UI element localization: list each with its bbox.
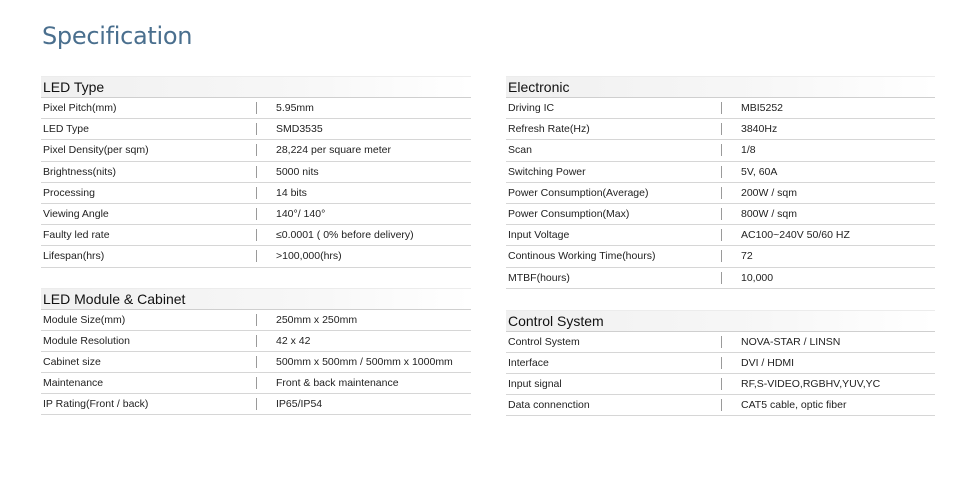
spec-label: Continous Working Time(hours): [508, 250, 656, 263]
column-divider: [721, 187, 722, 199]
spec-value: 5.95mm: [276, 102, 314, 115]
spec-row: [41, 140, 471, 161]
column-divider: [721, 102, 722, 114]
column-divider: [721, 399, 722, 411]
column-divider: [256, 123, 257, 135]
spec-label: MTBF(hours): [508, 271, 570, 284]
column-divider: [256, 102, 257, 114]
column-divider: [721, 208, 722, 220]
spec-row: [506, 246, 935, 267]
column-divider: [256, 314, 257, 326]
section-heading: Control System: [506, 310, 935, 332]
spec-row: [506, 183, 935, 204]
column-divider: [721, 378, 722, 390]
spec-label: Lifespan(hrs): [43, 250, 105, 263]
spec-value: ≤0.0001 ( 0% before delivery): [276, 229, 414, 242]
column-divider: [721, 123, 722, 135]
column-divider: [721, 166, 722, 178]
spec-label: Driving IC: [508, 102, 555, 115]
column-divider: [721, 250, 722, 262]
column-divider: [721, 336, 722, 348]
spec-label: Input Voltage: [508, 229, 570, 242]
spec-label: Module Size(mm): [43, 313, 126, 326]
spec-row: [41, 246, 471, 267]
spec-row: [41, 204, 471, 225]
spec-label: Scan: [508, 144, 532, 157]
column-divider: [256, 377, 257, 389]
column-divider: [256, 208, 257, 220]
column-divider: [721, 229, 722, 241]
spec-value: 5000 nits: [276, 165, 319, 178]
column-divider: [256, 398, 257, 410]
spec-row: [506, 140, 935, 161]
spec-label: Switching Power: [508, 165, 586, 178]
spec-value: RF,S-VIDEO,RGBHV,YUV,YC: [741, 378, 881, 391]
spec-row: [506, 204, 935, 225]
spec-row: [41, 373, 471, 394]
spec-table: [41, 310, 471, 416]
spec-label: Module Resolution: [43, 334, 130, 347]
spec-label: Brightness(nits): [43, 165, 116, 178]
spec-value: AC100~240V 50/60 HZ: [741, 229, 850, 242]
spec-label: Cabinet size: [43, 355, 101, 368]
spec-row: [506, 162, 935, 183]
spec-table: [506, 98, 935, 289]
spec-label: LED Type: [43, 123, 89, 136]
spec-label: Maintenance: [43, 377, 104, 390]
spec-value: 800W / sqm: [741, 208, 798, 221]
spec-label: Pixel Density(per sqm): [43, 144, 149, 157]
spec-section-led-type: [41, 76, 471, 268]
spec-label: IP Rating(Front / back): [43, 398, 149, 411]
spec-row: [506, 98, 935, 119]
spec-value: 28,224 per square meter: [276, 144, 391, 157]
spec-label: Faulty led rate: [43, 229, 110, 242]
spec-value: 1/8: [741, 144, 756, 157]
spec-row: [41, 352, 471, 373]
spec-row: [506, 225, 935, 246]
spec-label: Control System: [508, 335, 580, 348]
spec-row: [41, 225, 471, 246]
spec-label: Interface: [508, 356, 549, 369]
spec-row: [41, 183, 471, 204]
column-divider: [256, 166, 257, 178]
spec-value: 5V, 60A: [741, 165, 778, 178]
spec-value: 250mm x 250mm: [276, 313, 358, 326]
section-heading: Electronic: [506, 76, 935, 98]
column-divider: [721, 357, 722, 369]
spec-row: [506, 119, 935, 140]
spec-label: Viewing Angle: [43, 208, 109, 221]
right-column: [506, 76, 935, 416]
spec-value: DVI / HDMI: [741, 356, 795, 369]
spec-label: Input signal: [508, 378, 562, 391]
column-divider: [256, 144, 257, 156]
section-spacer: [506, 289, 935, 310]
spec-value: 3840Hz: [741, 123, 778, 136]
spec-section-control-system: [506, 310, 935, 417]
spec-row: [41, 331, 471, 352]
spec-value: >100,000(hrs): [276, 250, 342, 263]
column-divider: [721, 144, 722, 156]
spec-table: [506, 332, 935, 417]
spec-value: IP65/IP54: [276, 398, 323, 411]
spec-label: Data connenction: [508, 399, 590, 412]
spec-value: CAT5 cable, optic fiber: [741, 399, 847, 412]
spec-value: 72: [741, 250, 753, 263]
spec-value: NOVA-STAR / LINSN: [741, 335, 841, 348]
spec-value: 140°/ 140°: [276, 208, 326, 221]
spec-row: [506, 268, 935, 289]
spec-value: Front & back maintenance: [276, 377, 399, 390]
spec-row: [41, 98, 471, 119]
section-spacer: [41, 268, 471, 288]
column-divider: [256, 229, 257, 241]
spec-row: [506, 395, 935, 416]
spec-value: MBI5252: [741, 102, 784, 115]
spec-value: SMD3535: [276, 123, 323, 136]
spec-value: 500mm x 500mm / 500mm x 1000mm: [276, 355, 453, 368]
spec-table: [41, 98, 471, 268]
spec-value: 200W / sqm: [741, 186, 798, 199]
spec-value: 42 x 42: [276, 334, 311, 347]
spec-section-electronic: [506, 76, 935, 289]
spec-row: [506, 374, 935, 395]
column-divider: [256, 356, 257, 368]
spec-row: [506, 332, 935, 353]
column-divider: [256, 335, 257, 347]
column-divider: [256, 187, 257, 199]
spec-label: Processing: [43, 186, 95, 199]
spec-section-led-module-cabinet: [41, 288, 471, 416]
spec-label: Power Consumption(Max): [508, 208, 630, 221]
spec-label: Refresh Rate(Hz): [508, 123, 590, 136]
column-divider: [256, 250, 257, 262]
spec-row: [41, 394, 471, 415]
section-heading: LED Module & Cabinet: [41, 288, 471, 310]
spec-value: 10,000: [741, 271, 774, 284]
spec-row: [41, 119, 471, 140]
spec-label: Power Consumption(Average): [508, 186, 649, 199]
spec-row: [506, 353, 935, 374]
section-heading: LED Type: [41, 76, 471, 98]
column-divider: [721, 272, 722, 284]
left-column: [41, 76, 471, 415]
spec-row: [41, 310, 471, 331]
page-title: Specification: [42, 22, 193, 50]
spec-label: Pixel Pitch(mm): [43, 102, 117, 115]
spec-row: [41, 162, 471, 183]
spec-value: 14 bits: [276, 186, 307, 199]
